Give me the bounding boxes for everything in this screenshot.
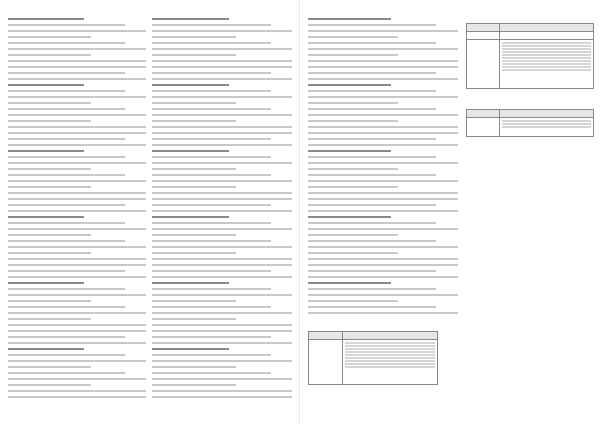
text-line [8,204,125,206]
text-line [152,192,292,194]
text-line [152,234,236,236]
text-line [8,342,146,344]
text-line [152,360,292,362]
text-line [308,264,458,266]
text-line [8,78,146,80]
text-line [152,252,236,254]
text-line [152,246,292,248]
text-line [308,312,458,314]
text-line [152,366,236,368]
text-line [8,24,125,26]
text-line [152,168,236,170]
text-line [308,72,436,74]
text-line [152,318,236,320]
text-line [152,222,271,224]
text-line [308,96,458,98]
text-line [308,270,436,272]
text-line [8,90,125,92]
text-line [8,288,125,290]
text-line [8,384,91,386]
text-line [308,42,436,44]
text-line [308,60,458,62]
text-line [308,126,458,128]
table-row [467,40,594,89]
text-line [8,174,125,176]
text-line [8,330,146,332]
text-line [152,78,292,80]
text-line [152,288,271,290]
text-line [308,216,391,218]
text-line [8,108,125,110]
text-line [8,60,146,62]
text-line [152,186,236,188]
text-line [308,234,398,236]
table-row [467,110,594,118]
text-line [152,210,292,212]
table-cell [467,118,500,137]
table-cell [309,340,343,385]
text-line [308,36,398,38]
text-line [308,108,436,110]
table-cell [500,32,594,40]
text-line [8,132,146,134]
text-line [152,276,292,278]
text-line [152,378,292,380]
table-upper-grid [466,23,594,89]
left-page-column-1 [8,18,146,402]
text-line [152,42,271,44]
text-line [308,276,458,278]
text-line [152,396,292,398]
text-line [8,246,146,248]
text-line [152,162,292,164]
text-line [308,90,436,92]
text-line [8,240,125,242]
text-line [308,78,458,80]
text-line [8,168,91,170]
text-line [308,168,398,170]
text-line [8,144,146,146]
text-line [152,240,271,242]
text-line [308,252,398,254]
text-line [308,222,436,224]
text-line [308,102,398,104]
text-line [8,318,91,320]
text-line [152,330,292,332]
text-line [152,228,292,230]
text-line [152,138,271,140]
text-line [8,42,125,44]
text-line [8,360,146,362]
text-line [8,18,84,20]
text-line [8,306,125,308]
text-line [308,144,458,146]
text-line [152,36,236,38]
table-header-cell [342,332,437,340]
text-line [308,204,436,206]
text-line [8,198,146,200]
text-line [308,120,398,122]
text-line [8,234,91,236]
text-line [8,84,84,86]
text-line [308,258,458,260]
text-line [152,66,292,68]
table-lower-grid [308,331,438,385]
text-line [152,144,292,146]
text-line [8,30,146,32]
table-upper-caption [466,14,594,21]
text-line [8,54,91,56]
text-line [152,306,271,308]
text-line [308,228,458,230]
text-line [152,30,292,32]
text-line [8,336,125,338]
text-line [152,198,292,200]
text-line [152,282,229,284]
text-line [308,186,398,188]
text-line [8,48,146,50]
text-line [8,72,125,74]
text-line [152,342,292,344]
text-line [8,114,146,116]
text-line [8,354,125,356]
text-line [308,198,458,200]
table-lower [308,322,438,385]
text-line [8,366,91,368]
table-middle [466,100,594,137]
text-line [8,36,91,38]
text-line [308,114,458,116]
table-row [309,340,438,385]
text-line [8,294,146,296]
text-line [8,276,146,278]
text-line [152,48,292,50]
text-line [308,294,458,296]
text-line [8,120,91,122]
table-row [467,118,594,137]
table-header-cell [467,24,500,32]
text-line [8,66,146,68]
right-page [300,0,600,424]
text-line [308,138,436,140]
text-line [152,336,271,338]
table-row [467,24,594,32]
text-line [152,270,271,272]
text-line [8,192,146,194]
text-line [308,210,458,212]
table-middle-caption [466,100,594,107]
text-line [8,228,146,230]
text-line [152,108,271,110]
text-line [308,18,391,20]
text-line [308,156,436,158]
text-line [152,156,271,158]
text-line [152,120,236,122]
text-line [8,348,84,350]
table-lower-caption [308,322,438,329]
text-line [8,312,146,314]
text-line [152,372,271,374]
text-line [8,396,146,398]
text-line [8,324,146,326]
text-line [152,84,229,86]
text-line [8,102,91,104]
text-line [308,192,458,194]
text-line [152,348,229,350]
text-line [8,264,146,266]
text-line [152,96,292,98]
text-line [152,294,292,296]
text-line [8,300,91,302]
left-page-column-2 [152,18,292,402]
text-line [8,258,146,260]
text-line [8,216,84,218]
text-line [152,324,292,326]
text-line [152,216,229,218]
text-line [308,150,391,152]
text-line [308,240,436,242]
text-line [152,258,292,260]
text-line [152,204,271,206]
table-cell [500,40,594,89]
text-line [152,180,292,182]
text-line [152,90,271,92]
table-header-cell [309,332,343,340]
text-line [308,246,458,248]
text-line [8,186,91,188]
text-line [152,354,271,356]
text-line [8,126,146,128]
text-line [308,162,458,164]
text-line [152,384,236,386]
text-line [308,306,436,308]
text-line [152,390,292,392]
text-line [8,222,125,224]
text-line [8,210,146,212]
text-line [8,282,84,284]
table-row [309,332,438,340]
text-line [152,24,271,26]
text-line [8,252,91,254]
text-line [308,288,436,290]
text-line [152,60,292,62]
text-line [308,282,391,284]
text-line [8,96,146,98]
text-line [308,174,436,176]
table-row [467,32,594,40]
text-line [8,156,125,158]
text-line [308,54,398,56]
text-line [152,150,229,152]
text-line [308,300,398,302]
text-line [152,54,236,56]
table-cell [467,40,500,89]
text-line [308,66,458,68]
text-line [8,270,125,272]
text-line [152,174,271,176]
text-line [152,300,236,302]
table-upper [466,14,594,89]
text-line [308,84,391,86]
text-line [152,264,292,266]
text-line [308,30,458,32]
table-header-cell [500,110,594,118]
text-line [152,72,271,74]
table-cell [500,118,594,137]
text-line [152,18,229,20]
table-middle-grid [466,109,594,137]
text-line [8,162,146,164]
table-header-cell [467,110,500,118]
table-header-cell [500,24,594,32]
text-line [152,102,236,104]
text-line [8,372,125,374]
table-cell [467,32,500,40]
text-line [8,390,146,392]
text-line [308,132,458,134]
text-line [152,114,292,116]
table-cell [342,340,437,385]
text-line [308,24,436,26]
text-line [152,126,292,128]
text-line [8,378,146,380]
text-line [8,150,84,152]
text-line [308,180,458,182]
text-line [152,132,292,134]
text-line [152,312,292,314]
text-line [308,48,458,50]
text-line [8,138,125,140]
text-line [8,180,146,182]
